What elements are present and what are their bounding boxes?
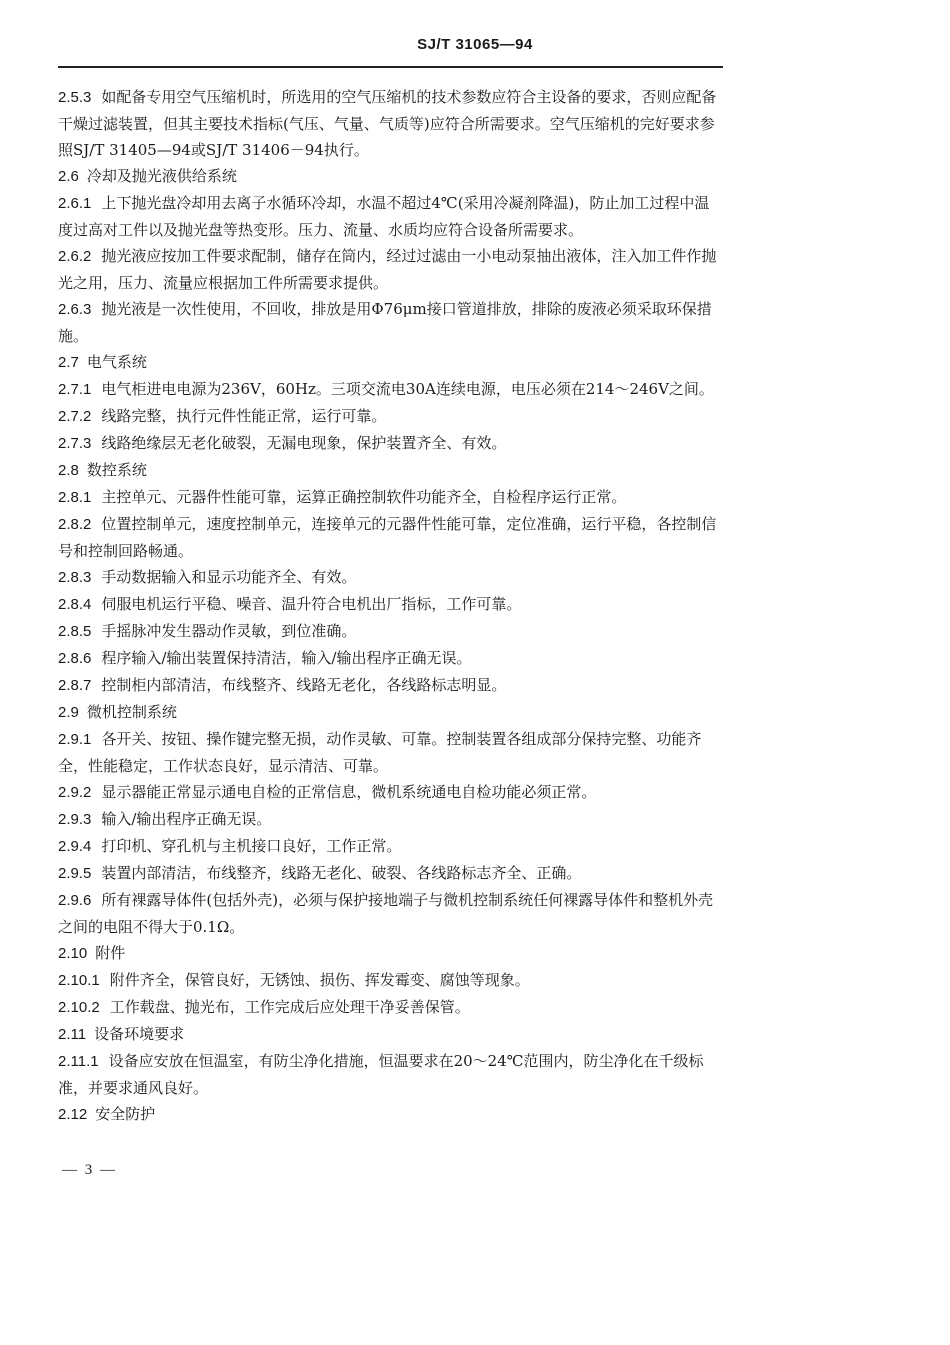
clause-paragraph bbox=[58, 591, 718, 618]
clause-paragraph bbox=[58, 430, 718, 457]
clause-number: 2.7.3 bbox=[58, 435, 92, 452]
clause-text: 打印机、穿孔机与主机接口良好，工作正常。 bbox=[101, 837, 402, 855]
clause-paragraph bbox=[58, 296, 718, 349]
clause-text: 安全防护 bbox=[95, 1105, 156, 1123]
clause-text: 上下抛光盘冷却用去离子水循环冷却，水温不超过4℃(采用冷凝剂降温)，防止加工过程中温度过高对工件以及抛光盘等热变形。压力、流量、水质均应符合设备所需要求。 bbox=[58, 194, 710, 239]
clause-paragraph bbox=[58, 779, 718, 806]
clause-number: 2.9.4 bbox=[58, 838, 92, 855]
clause-paragraph bbox=[58, 564, 718, 591]
section-heading bbox=[58, 1021, 718, 1048]
clause-paragraph bbox=[58, 403, 718, 430]
document-code-header: SJ/T 31065—94 bbox=[417, 36, 533, 53]
clause-number: 2.9.1 bbox=[58, 731, 92, 748]
clause-number: 2.8.2 bbox=[58, 516, 92, 533]
section-heading bbox=[58, 940, 718, 967]
document-body bbox=[58, 84, 718, 1128]
clause-number: 2.8 bbox=[58, 462, 79, 479]
clause-paragraph bbox=[58, 887, 718, 940]
clause-paragraph bbox=[58, 806, 718, 833]
clause-number: 2.12 bbox=[58, 1106, 88, 1123]
clause-paragraph bbox=[58, 1048, 718, 1101]
clause-paragraph bbox=[58, 726, 718, 779]
clause-number: 2.10.1 bbox=[58, 972, 100, 989]
clause-text: 主控单元、元器件性能可靠，运算正确控制软件功能齐全，自检程序运行正常。 bbox=[101, 488, 627, 506]
clause-paragraph bbox=[58, 484, 718, 511]
clause-text: 数控系统 bbox=[86, 461, 147, 479]
clause-number: 2.10 bbox=[58, 945, 88, 962]
clause-text: 抛光液应按加工件要求配制，储存在筒内，经过过滤由一小电动泵抽出液体，注入加工件作抛光之用，压力、流量应根据加工件所需要求提供。 bbox=[58, 247, 717, 292]
clause-text: 抛光液是一次性使用，不回收，排放是用Φ76μm接口管道排放，排除的废液必须采取环保措施。 bbox=[58, 300, 712, 345]
clause-text: 附件 bbox=[95, 944, 126, 962]
section-heading bbox=[58, 457, 718, 484]
clause-number: 2.9 bbox=[58, 704, 79, 721]
clause-paragraph bbox=[58, 994, 718, 1021]
clause-number: 2.8.5 bbox=[58, 623, 92, 640]
clause-number: 2.5.3 bbox=[58, 89, 92, 106]
section-heading bbox=[58, 349, 718, 376]
clause-text: 控制柜内部清洁，布线整齐、线路无老化，各线路标志明显。 bbox=[101, 676, 507, 694]
clause-text: 工作载盘、抛光布，工作完成后应处理干净妥善保管。 bbox=[109, 998, 470, 1016]
page-number: — 3 — bbox=[62, 1162, 117, 1178]
clause-text: 所有裸露导体件(包括外壳)，必须与保护接地端子与微机控制系统任何裸露导体件和整机外壳之间的电阻不得大于0.1Ω。 bbox=[58, 891, 714, 936]
clause-number: 2.8.7 bbox=[58, 677, 92, 694]
clause-text: 线路完整，执行元件性能正常，运行可靠。 bbox=[101, 407, 387, 425]
clause-text: 各开关、按钮、操作键完整无损，动作灵敏、可靠。控制装置各组成部分保持完整、功能齐全，性能稳定，工作状态良好，显示清洁、可靠。 bbox=[58, 730, 702, 775]
clause-paragraph bbox=[58, 645, 718, 672]
clause-number: 2.6.1 bbox=[58, 195, 92, 212]
clause-number: 2.11 bbox=[58, 1026, 87, 1043]
clause-number: 2.7.2 bbox=[58, 408, 92, 425]
clause-text: 电气柜进电电源为236V，60Hz。三项交流电30A连续电源，电压必须在214～246V之间。 bbox=[101, 380, 714, 398]
section-heading bbox=[58, 699, 718, 726]
clause-text: 微机控制系统 bbox=[86, 703, 177, 721]
clause-text: 线路绝缘层无老化破裂，无漏电现象，保护装置齐全、有效。 bbox=[101, 434, 507, 452]
clause-paragraph bbox=[58, 618, 718, 645]
clause-paragraph bbox=[58, 967, 718, 994]
clause-text: 位置控制单元，速度控制单元，连接单元的元器件性能可靠，定位准确，运行平稳，各控制信号和控制回路畅通。 bbox=[58, 515, 717, 560]
clause-number: 2.9.3 bbox=[58, 811, 92, 828]
section-heading bbox=[58, 1101, 718, 1128]
clause-number: 2.10.2 bbox=[58, 999, 100, 1016]
clause-number: 2.9.2 bbox=[58, 784, 92, 801]
clause-paragraph bbox=[58, 833, 718, 860]
clause-text: 伺服电机运行平稳、噪音、温升符合电机出厂指标，工作可靠。 bbox=[101, 595, 522, 613]
clause-text: 电气系统 bbox=[86, 353, 147, 371]
clause-paragraph bbox=[58, 511, 718, 564]
clause-text: 设备应安放在恒温室，有防尘净化措施，恒温要求在20～24℃范围内，防尘净化在千级标准，并要求通风良好。 bbox=[58, 1052, 704, 1097]
clause-text: 装置内部清洁，布线整齐，线路无老化、破裂、各线路标志齐全、正确。 bbox=[101, 864, 582, 882]
clause-number: 2.7.1 bbox=[58, 381, 92, 398]
clause-text: 如配备专用空气压缩机时，所选用的空气压缩机的技术参数应符合主设备的要求，否则应配备干燥过滤装置，但其主要技术指标(气压、气量、气质等)应符合所需要求。空气压缩机的完好要求参照SJ/T 31405—94或SJ/T 31406－94执行。 bbox=[58, 88, 717, 159]
clause-number: 2.6.3 bbox=[58, 301, 92, 318]
clause-text: 附件齐全，保管良好，无锈蚀、损伤、挥发霉变、腐蚀等现象。 bbox=[109, 971, 530, 989]
clause-paragraph bbox=[58, 860, 718, 887]
clause-paragraph bbox=[58, 376, 718, 403]
clause-paragraph bbox=[58, 243, 718, 296]
clause-number: 2.11.1 bbox=[58, 1053, 99, 1070]
clause-number: 2.8.4 bbox=[58, 596, 92, 613]
clause-text: 冷却及抛光液供给系统 bbox=[86, 167, 237, 185]
clause-number: 2.9.6 bbox=[58, 892, 92, 909]
clause-text: 显示器能正常显示通电自检的正常信息，微机系统通电自检功能必须正常。 bbox=[101, 783, 597, 801]
clause-paragraph bbox=[58, 672, 718, 699]
clause-paragraph bbox=[58, 190, 718, 243]
header-divider bbox=[58, 66, 723, 68]
clause-number: 2.7 bbox=[58, 354, 79, 371]
clause-text: 手摇脉冲发生器动作灵敏，到位准确。 bbox=[101, 622, 357, 640]
clause-number: 2.9.5 bbox=[58, 865, 92, 882]
section-heading bbox=[58, 163, 718, 190]
clause-text: 手动数据输入和显示功能齐全、有效。 bbox=[101, 568, 357, 586]
clause-number: 2.6 bbox=[58, 168, 79, 185]
clause-text: 输入/输出程序正确无误。 bbox=[101, 810, 272, 828]
clause-text: 设备环境要求 bbox=[94, 1025, 185, 1043]
clause-paragraph bbox=[58, 84, 718, 163]
clause-number: 2.6.2 bbox=[58, 248, 92, 265]
clause-number: 2.8.1 bbox=[58, 489, 92, 506]
clause-number: 2.8.6 bbox=[58, 650, 92, 667]
clause-text: 程序输入/输出装置保持清洁，输入/输出程序正确无误。 bbox=[101, 649, 472, 667]
clause-number: 2.8.3 bbox=[58, 569, 92, 586]
